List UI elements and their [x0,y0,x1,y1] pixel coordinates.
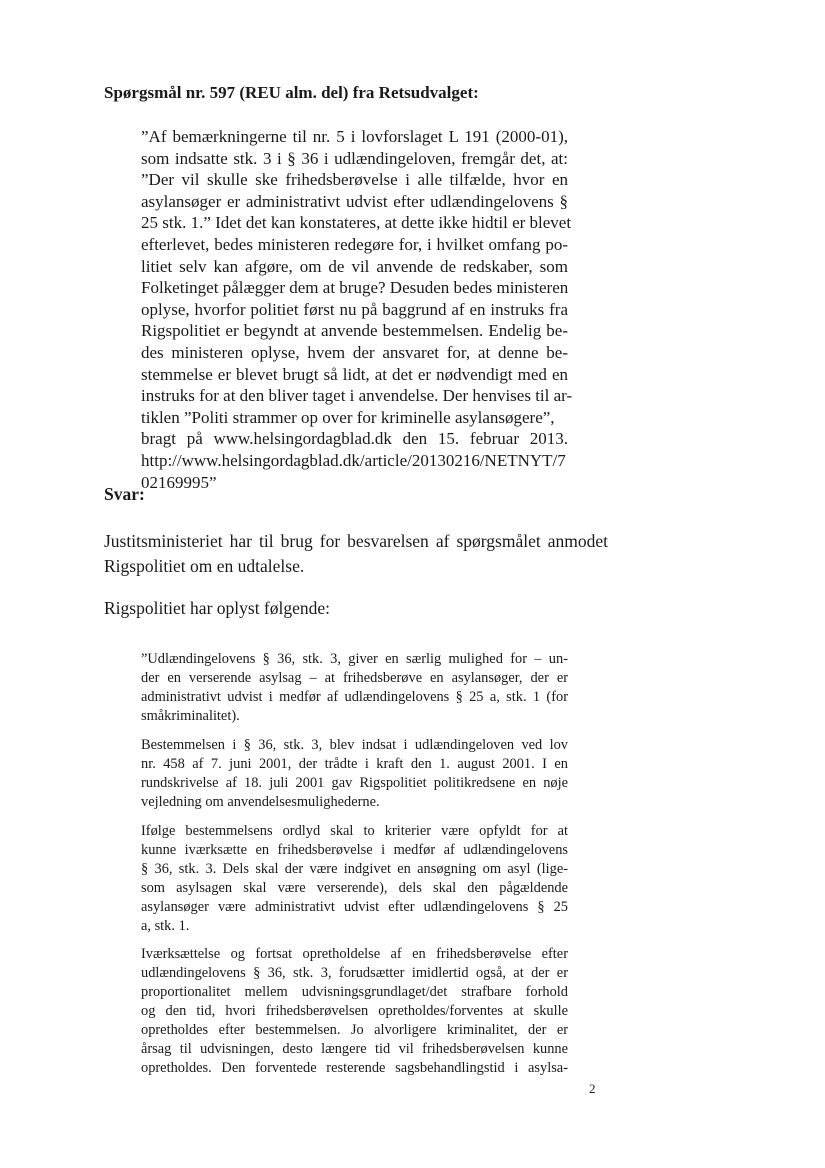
police-line: årsag til udvisningen, desto længere tid vil frihedsberøvelsen kunne [141,1041,568,1057]
police-line: opretholdes. Den forventede resterende sagsbehandlingstid i asylsa- [141,1060,568,1076]
question-line: stemmelse er blevet brugt så lidt, at det er nødvendigt med en [141,364,568,384]
question-line: asylansøger er administrativt udvist efter udlændingelovens § [141,191,568,211]
police-line: § 36, stk. 3. Dels skal der være indgivet en ansøgning om asyl (lige- [141,861,568,877]
police-paragraph [141,945,568,1078]
question-line: Rigspolitiet er begyndt at anvende bestemmelsen. Endelig be- [141,321,568,341]
answer-heading: Svar: [104,484,145,504]
answer-text [104,529,608,579]
police-line: opretholdes efter bestemmelsen. Jo alvorligere kriminalitet, der er [141,1022,568,1038]
police-line: Bestemmelsen i § 36, stk. 3, blev indsat i udlændingeloven ved lov [141,737,568,753]
question-line: oplyse, hvorfor politiet først nu på baggrund af en instruks fra [141,299,568,319]
police-line: asylansøger være administrativt udvist efter udlændingelovens § 25 [141,899,568,915]
question-text [141,126,573,493]
police-line: Ifølge bestemmelsens ordlyd skal to kriterier være opfyldt for at [141,823,568,839]
question-line: Folketinget pålægger dem at bruge? Desuden bedes ministeren [141,278,569,298]
question-heading: Spørgsmål nr. 597 (REU alm. del) fra Retsudvalget: [104,83,479,102]
question-line: litiet selv kan afgøre, om de vil anvende de redskaber, som [141,256,568,276]
police-paragraph [141,736,568,812]
police-lead: Rigspolitiet har oplyst følgende: [104,598,331,618]
question-line: efterlevet, bedes ministeren redegøre for, i hvilket omfang po- [141,234,568,254]
police-line: Iværksættelse og fortsat opretholdelse af en frihedsberøvelse efter [141,946,568,962]
police-line: vejledning om anvendelsesmulighederne. [141,794,380,810]
question-line: 02169995” [141,472,217,492]
police-paragraph [141,822,568,936]
police-line: nr. 458 af 7. juni 2001, der trådte i kraft den 1. august 2001. I en [141,756,568,772]
police-line: ”Udlændingelovens § 36, stk. 3, giver en særlig mulighed for – un- [141,651,568,667]
answer-line: Rigspolitiet om en udtalelse. [104,556,305,576]
page-number: 2 [589,1081,596,1096]
question-line: ”Af bemærkningerne til nr. 5 i lovforslaget L 191 (2000-01), [141,127,568,146]
answer-line: Justitsministeriet har til brug for besvarelsen af spørgsmålet anmodet [104,531,608,551]
question-line: http://www.helsingordagblad.dk/article/20130216/NETNYT/7 [141,450,566,470]
police-line: og den tid, hvori frihedsberøvelsen opretholdes/forventes at skulle [141,1003,568,1019]
police-line: administrativt udvist i medfør af udlændingelovens § 25 a, stk. 1 (for [141,689,568,705]
question-line: ”Der vil skulle ske frihedsberøvelse i alle tilfælde, hvor en [141,170,568,190]
police-line: proportionalitet mellem udvisningsgrundlaget/det strafbare forhold [141,984,568,1000]
police-line: som asylsagen skal være verserende), dels skal den pågældende [141,880,568,896]
question-line: bragt på www.helsingordagblad.dk den 15. februar 2013. [141,429,568,449]
police-paragraph [141,650,568,726]
question-line: instruks for at den bliver taget i anvendelse. Der henvises til ar- [141,386,573,406]
police-line: småkriminalitet). [141,708,240,724]
police-line: udlændingelovens § 36, stk. 3, forudsætter imidlertid også, at der er [141,965,568,981]
question-line: des ministeren oplyse, hvem der ansvaret for, at denne be- [141,342,568,362]
police-line: der en verserende asylsag – at frihedsberøve en asylansøger, der er [141,670,568,686]
question-line: tiklen ”Politi strammer op over for kriminelle asylansøgere”, [141,407,555,427]
question-line: som indsatte stk. 3 i § 36 i udlændingeloven, fremgår det, at: [141,148,568,168]
police-line: kunne iværksætte en frihedsberøvelse i medfør af udlændingelovens [141,842,568,858]
question-line: 25 stk. 1.” Idet det kan konstateres, at dette ikke hidtil er blevet [141,213,572,233]
police-line: a, stk. 1. [141,918,190,934]
police-line: rundskrivelse af 18. juli 2001 gav Rigspolitiet politikredsene en nøje [141,775,568,791]
